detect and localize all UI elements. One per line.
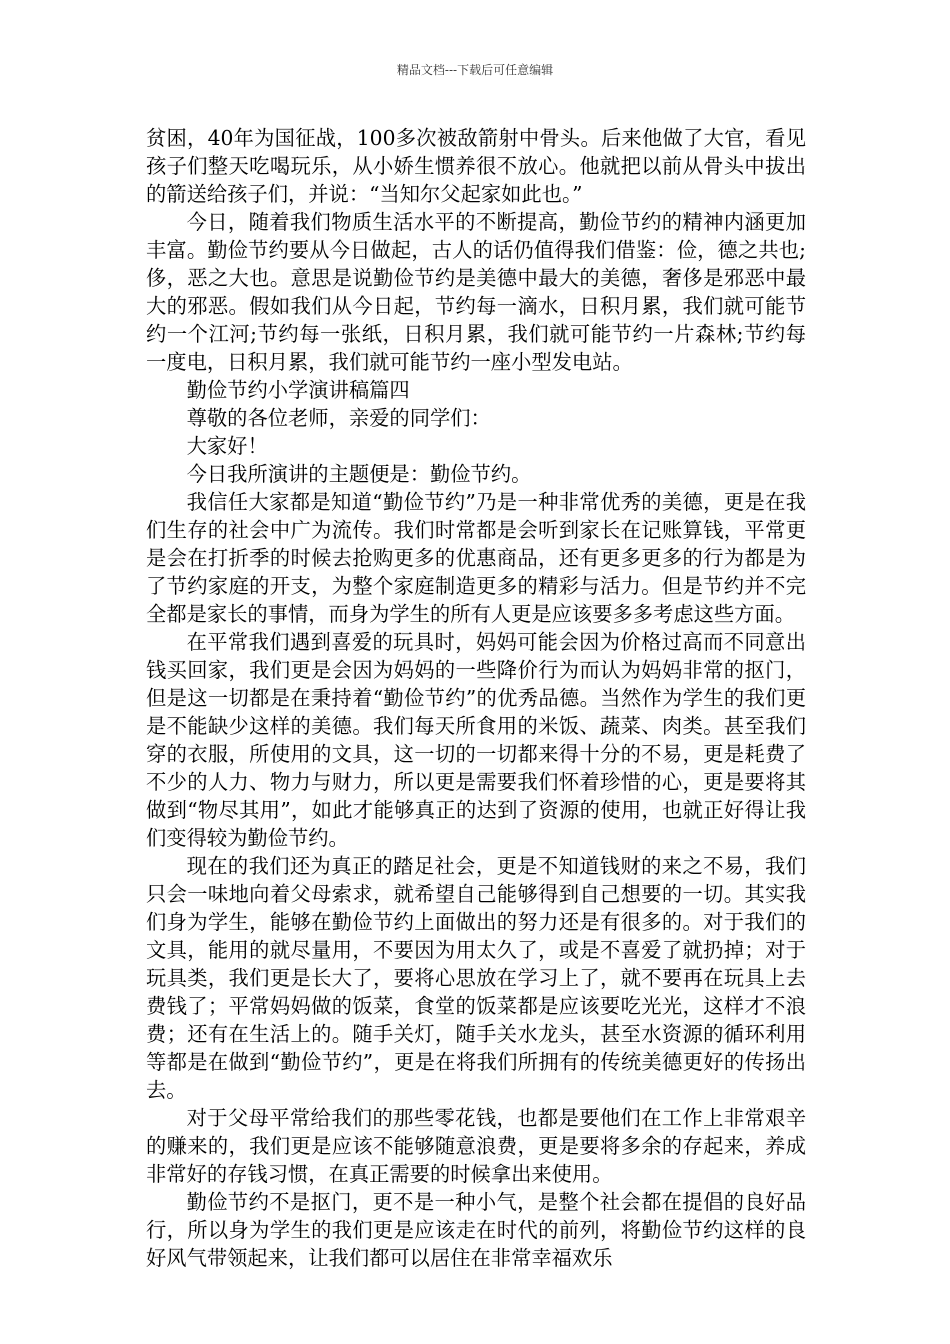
paragraph: 贫困，40年为国征战，100多次被敌箭射中骨头。后来他做了大官，看见孩子们整天吃喝玩乐，从小娇生惯养很不放心。他就把以前从骨头中拔出的箭送给孩子们，并说：“当知尔父起家如此也。” <box>146 126 806 206</box>
paragraph: 在平常我们遇到喜爱的玩具时，妈妈可能会因为价格过高而不同意出钱买回家，我们更是会因为妈妈的一些降价行为而认为妈妈非常的抠门，但是这一切都是在秉持着“勤俭节约”的优秀品德。当然作为学生的我们更是不能缺少这样的美德。我们每天所食用的米饭、蔬菜、肉类。甚至我们穿的衣服，所使用的文具，这一切的一切都来得十分的不易，更是耗费了不少的人力、物力与财力，所以更是需要我们怀着珍惜的心，更是要将其做到“物尽其用”，如此才能够真正的达到了资源的使用，也就正好得让我们变得较为勤俭节约。 <box>146 630 806 850</box>
paragraph: 我信任大家都是知道“勤俭节约”乃是一种非常优秀的美德，更是在我们生存的社会中广为流传。我们时常都是会听到家长在记账算钱，平常更是会在打折季的时候去抢购更多的优惠商品，还有更多更多的行为都是为了节约家庭的开支，为整个家庭制造更多的精彩与活力。但是节约并不完全都是家长的事情，而身为学生的所有人更是应该要多多考虑这些方面。 <box>146 490 806 626</box>
paragraph: 今日我所演讲的主题便是：勤俭节约。 <box>186 462 532 486</box>
section-heading: 勤俭节约小学演讲稿篇四 <box>186 378 410 402</box>
paragraph: 今日，随着我们物质生活水平的不断提高，勤俭节约的精神内涵更加丰富。勤俭节约要从今日做起，古人的话仍值得我们借鉴：俭，德之共也;侈，恶之大也。意思是说勤俭节约是美德中最大的美德，奢侈是邪恶中最大的邪恶。假如我们从今日起，节约每一滴水，日积月累，我们就可能节约一个江河;节约每一张纸，日积月累，我们就可能节约一片森林;节约每一度电，日积月累，我们就可能节约一座小型发电站。 <box>146 210 806 374</box>
greeting: 大家好！ <box>186 434 268 458</box>
salutation: 尊敬的各位老师，亲爱的同学们： <box>186 406 491 430</box>
document-body <box>146 124 806 1272</box>
paragraph: 现在的我们还为真正的踏足社会，更是不知道钱财的来之不易，我们只会一味地向着父母索求，就希望自己能够得到自己想要的一切。其实我们身为学生，能够在勤俭节约上面做出的努力还是有很多的。对于我们的文具，能用的就尽量用，不要因为用太久了，或是不喜爱了就扔掉；对于玩具类，我们更是长大了，要将心思放在学习上了，就不要再在玩具上去费钱了；平常妈妈做的饭菜，食堂的饭菜都是应该要吃光光，这样才不浪费；还有在生活上的。随手关灯，随手关水龙头，甚至水资源的循环利用等都是在做到“勤俭节约”，更是在将我们所拥有的传统美德更好的传扬出去。 <box>146 854 806 1102</box>
page-header: 精品文档---下载后可任意编辑 <box>396 63 554 77</box>
paragraph: 对于父母平常给我们的那些零花钱，也都是要他们在工作上非常艰辛的赚来的，我们更是应该不能够随意浪费，更是要将多余的存起来，养成非常好的存钱习惯，在真正需要的时候拿出来使用。 <box>146 1106 806 1186</box>
paragraph: 勤俭节约不是抠门，更不是一种小气，是整个社会都在提倡的良好品行，所以身为学生的我们更是应该走在时代的前列，将勤俭节约这样的良好风气带领起来，让我们都可以居住在非常幸福欢乐 <box>146 1190 806 1270</box>
